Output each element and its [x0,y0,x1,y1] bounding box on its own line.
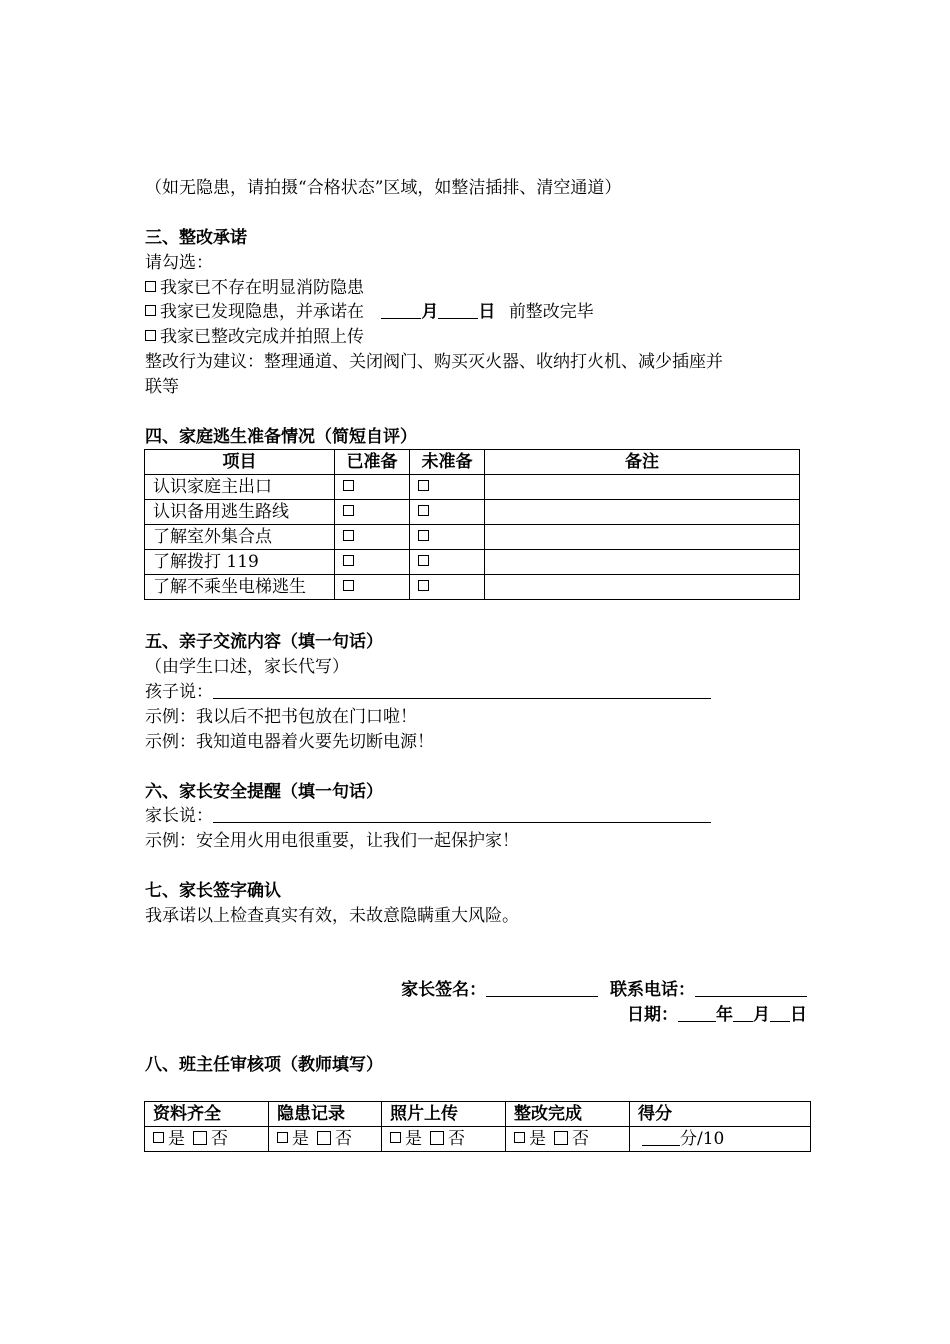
col-header-not-ready: 未准备 [410,450,485,475]
section-3-title: 三、整改承诺 [145,228,247,248]
checkbox-no[interactable] [554,1131,568,1145]
row-label: 了解拨打 119 [145,550,335,575]
col-header-hazard-record: 隐患记录 [269,1102,382,1127]
day-blank[interactable] [438,301,478,319]
s3-advice-line-2: 联等 [145,377,179,397]
escape-readiness-table [144,449,800,600]
section-7-title: 七、家长签字确认 [145,881,281,901]
phone-label: 联系电话： [610,980,695,1000]
remarks-cell[interactable] [485,500,800,525]
checkbox-ready[interactable] [343,580,354,591]
no-label: 否 [572,1129,589,1149]
year-blank[interactable] [678,1004,716,1022]
s3-option-1-label: 我家已不存在明显消防隐患 [160,278,364,298]
month-blank[interactable] [381,301,421,319]
day-label: 日 [478,302,496,322]
yes-label: 是 [405,1129,422,1149]
s3-option-3 [145,325,364,349]
signature-blank[interactable] [486,979,598,997]
yes-no-cell [145,1127,269,1152]
date-line [627,1003,807,1027]
table-row [145,1127,811,1152]
s5-note: （由学生口述，家长代写） [145,657,349,677]
checkbox-yes[interactable] [153,1132,164,1143]
checkbox[interactable] [145,281,156,292]
col-header-item: 项目 [145,450,335,475]
col-header-photo-upload: 照片上传 [382,1102,506,1127]
remarks-cell[interactable] [485,550,800,575]
parent-says-blank[interactable] [213,805,711,823]
table-row [145,525,800,550]
month-blank[interactable] [733,1004,753,1022]
checkbox-yes[interactable] [390,1132,401,1143]
s5-example-2: 示例：我知道电器着火要先切断电源！ [145,732,434,752]
col-header-score: 得分 [630,1102,811,1127]
date-label: 日期： [627,1005,678,1025]
section-4-title: 四、家庭逃生准备情况（简短自评） [145,427,417,447]
row-label: 了解室外集合点 [145,525,335,550]
month-label: 月 [421,302,439,322]
yes-no-cell [506,1127,630,1152]
s3-option-3-label: 我家已整改完成并拍照上传 [160,327,364,347]
s3-prompt: 请勾选： [145,253,213,273]
checkbox-ready[interactable] [343,505,354,516]
checkbox-yes[interactable] [277,1132,288,1143]
intro-note: （如无隐患，请拍摄“合格状态”区域，如整洁插排、清空通道） [145,178,622,198]
checkbox-not-ready[interactable] [418,580,429,591]
checkbox-yes[interactable] [514,1132,525,1143]
day-blank[interactable] [770,1004,790,1022]
yes-no-cell [382,1127,506,1152]
phone-blank[interactable] [695,979,807,997]
col-header-materials: 资料齐全 [145,1102,269,1127]
parent-says-label: 家长说： [145,806,213,826]
s6-example: 示例：安全用火用电很重要，让我们一起保护家！ [145,831,519,851]
col-header-ready: 已准备 [335,450,410,475]
checkbox-not-ready[interactable] [418,555,429,566]
signature-line [401,978,807,1002]
checkbox-ready[interactable] [343,530,354,541]
checkbox-no[interactable] [317,1131,331,1145]
parent-says-line [145,804,711,828]
table-row [145,550,800,575]
row-label: 认识家庭主出口 [145,475,335,500]
month-label: 月 [753,1005,770,1025]
remarks-cell[interactable] [485,475,800,500]
col-header-rectification: 整改完成 [506,1102,630,1127]
checkbox-ready[interactable] [343,480,354,491]
no-label: 否 [335,1129,352,1149]
remarks-cell[interactable] [485,525,800,550]
checkbox-ready[interactable] [343,555,354,566]
s3-option-2-suffix: 前整改完毕 [508,302,594,322]
yes-label: 是 [168,1129,185,1149]
s3-option-1 [145,276,364,300]
section-8-title: 八、班主任审核项（教师填写） [145,1055,383,1075]
table-row [145,575,800,600]
checkbox-no[interactable] [430,1131,444,1145]
row-label: 认识备用逃生路线 [145,500,335,525]
section-6-title: 六、家长安全提醒（填一句话） [145,782,383,802]
s3-advice-line-1: 整改行为建议：整理通道、关闭阀门、购买灭火器、收纳打火机、减少插座并 [145,352,723,372]
teacher-review-table [144,1101,811,1152]
child-says-blank[interactable] [213,681,711,699]
day-label: 日 [790,1005,807,1025]
year-label: 年 [716,1005,733,1025]
child-says-line [145,680,711,704]
s5-example-1: 示例：我以后不把书包放在门口啦！ [145,707,417,727]
col-header-remarks: 备注 [485,450,800,475]
s3-option-2-label: 我家已发现隐患，并承诺在 [160,302,364,322]
checkbox-not-ready[interactable] [418,480,429,491]
score-blank[interactable] [642,1128,680,1146]
checkbox-not-ready[interactable] [418,505,429,516]
table-row [145,475,800,500]
checkbox[interactable] [145,305,156,316]
no-label: 否 [211,1129,228,1149]
yes-no-cell [269,1127,382,1152]
checkbox[interactable] [145,330,156,341]
remarks-cell[interactable] [485,575,800,600]
score-suffix: 分/10 [680,1129,725,1149]
signature-label: 家长签名： [401,980,487,1000]
s3-option-2 [145,300,594,324]
score-cell [630,1127,811,1152]
section-5-title: 五、亲子交流内容（填一句话） [145,632,383,652]
yes-label: 是 [292,1129,309,1149]
s7-commitment: 我承诺以上检查真实有效，未故意隐瞒重大风险。 [145,906,519,926]
no-label: 否 [448,1129,465,1149]
table-row [145,500,800,525]
checkbox-not-ready[interactable] [418,530,429,541]
row-label: 了解不乘坐电梯逃生 [145,575,335,600]
child-says-label: 孩子说： [145,682,213,702]
checkbox-no[interactable] [193,1131,207,1145]
yes-label: 是 [529,1129,546,1149]
